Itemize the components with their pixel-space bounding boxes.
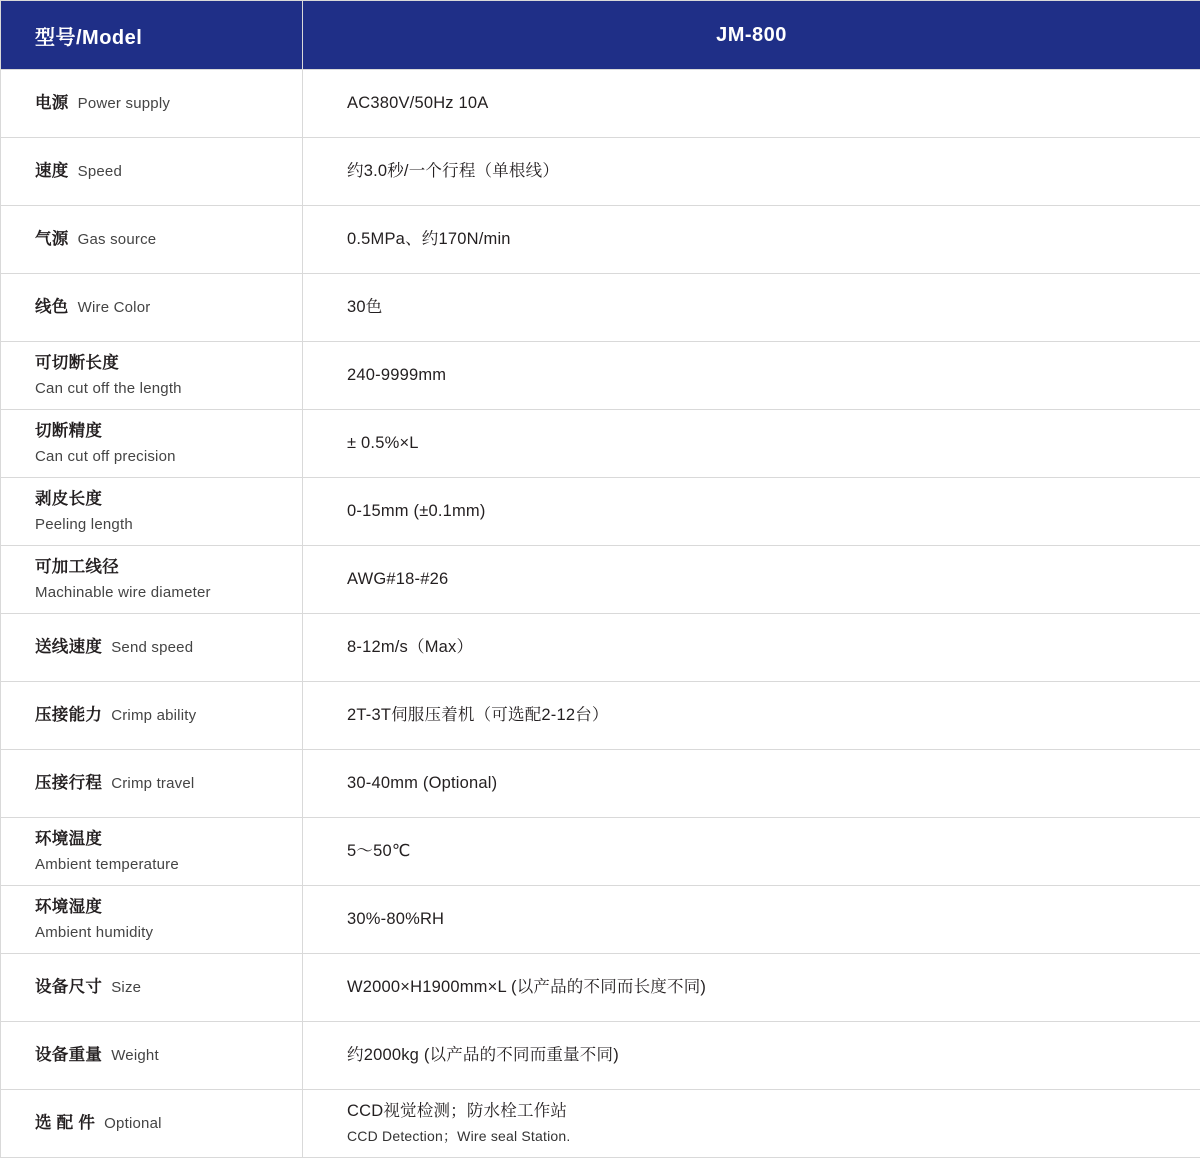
spec-label-cn: 可加工线径 <box>35 557 119 576</box>
spec-value-main: 约2000kg (以产品的不同而重量不同) <box>347 1045 619 1064</box>
spec-label-cell <box>1 274 303 342</box>
spec-label-en: Power supply <box>77 94 171 112</box>
spec-value-cell <box>303 682 1200 750</box>
spec-label-cn: 剥皮长度 <box>35 489 103 508</box>
spec-value-cell <box>303 614 1200 682</box>
spec-label-cn: 送线速度 <box>35 637 103 656</box>
spec-value-sub: CCD Detection；Wire seal Station. <box>347 1128 571 1145</box>
spec-value-cell <box>303 546 1200 614</box>
spec-value-cell <box>303 342 1200 410</box>
table-row <box>1 886 1200 954</box>
table-row <box>1 818 1200 886</box>
spec-label-cell <box>1 886 303 954</box>
spec-label-cell <box>1 818 303 886</box>
spec-value-cell <box>303 1022 1200 1090</box>
header-model-label: 型号/Model <box>1 1 303 70</box>
spec-label-cell <box>1 410 303 478</box>
spec-label-cell <box>1 614 303 682</box>
spec-value-main: AC380V/50Hz 10A <box>347 93 489 112</box>
spec-label-cell <box>1 342 303 410</box>
spec-value-main: 240-9999mm <box>347 365 447 384</box>
spec-value-cell <box>303 886 1200 954</box>
spec-value-cell <box>303 274 1200 342</box>
spec-value-cell <box>303 954 1200 1022</box>
table-row <box>1 206 1200 274</box>
spec-label-en: Can cut off the length <box>35 380 182 398</box>
spec-value-cell <box>303 1090 1200 1158</box>
spec-label-cn: 切断精度 <box>35 421 103 440</box>
spec-label-en: Ambient humidity <box>35 924 154 942</box>
spec-label-cell <box>1 138 303 206</box>
table-row <box>1 682 1200 750</box>
spec-value-cell <box>303 138 1200 206</box>
spec-value-main: 2T-3T伺服压着机（可选配2-12台） <box>347 705 609 724</box>
spec-label-cn: 电源 <box>35 93 69 112</box>
table-row <box>1 1022 1200 1090</box>
spec-value-main: 30%-80%RH <box>347 909 445 928</box>
spec-label-cell <box>1 546 303 614</box>
spec-label-cn: 可切断长度 <box>35 353 119 372</box>
table-row <box>1 954 1200 1022</box>
spec-value-main: 约3.0秒/一个行程（单根线） <box>347 161 560 180</box>
table-row <box>1 478 1200 546</box>
spec-label-en: Crimp ability <box>111 706 197 724</box>
spec-label-en: Weight <box>111 1046 159 1064</box>
table-header-row <box>1 1 1200 70</box>
table-row <box>1 138 1200 206</box>
spec-label-cell <box>1 682 303 750</box>
table-row <box>1 70 1200 138</box>
spec-label-en: Peeling length <box>35 516 133 534</box>
spec-label-cn: 线色 <box>35 297 69 316</box>
spec-label-en: Crimp travel <box>111 774 195 792</box>
spec-label-en: Ambient temperature <box>35 856 179 874</box>
table-row <box>1 410 1200 478</box>
spec-label-cell <box>1 954 303 1022</box>
spec-label-cn: 设备重量 <box>35 1045 103 1064</box>
spec-value-main: ± 0.5%×L <box>347 433 419 452</box>
spec-value-main: 5～50℃ <box>347 841 411 860</box>
spec-label-en: Optional <box>104 1114 162 1132</box>
spec-value-main: 0.5MPa、约170N/min <box>347 229 511 248</box>
spec-value-cell <box>303 478 1200 546</box>
spec-value-cell <box>303 206 1200 274</box>
spec-label-cell <box>1 478 303 546</box>
spec-value-cell <box>303 750 1200 818</box>
spec-label-en: Wire Color <box>77 298 151 316</box>
table-row <box>1 546 1200 614</box>
spec-label-cell <box>1 1090 303 1158</box>
table-row <box>1 614 1200 682</box>
spec-label-en: Speed <box>77 162 122 180</box>
header-model-value: JM-800 <box>303 1 1200 70</box>
table-row <box>1 750 1200 818</box>
spec-label-cell <box>1 750 303 818</box>
spec-value-cell <box>303 410 1200 478</box>
spec-value-main: 0-15mm (±0.1mm) <box>347 501 486 520</box>
table-header <box>1 1 1200 70</box>
spec-label-cn: 选 配 件 <box>35 1113 96 1132</box>
spec-label-cn: 速度 <box>35 161 69 180</box>
spec-value-main: 30色 <box>347 297 383 316</box>
spec-label-en: Can cut off precision <box>35 448 176 466</box>
spec-label-en: Size <box>111 978 142 996</box>
table-body <box>1 70 1200 1158</box>
spec-value-main: W2000×H1900mm×L (以产品的不同而长度不同) <box>347 977 707 996</box>
spec-label-cell <box>1 70 303 138</box>
spec-value-main: 8-12m/s（Max） <box>347 637 474 656</box>
spec-label-cn: 环境湿度 <box>35 897 103 916</box>
spec-value-main: 30-40mm (Optional) <box>347 773 498 792</box>
spec-label-cn: 设备尺寸 <box>35 977 103 996</box>
spec-label-cn: 压接能力 <box>35 705 103 724</box>
table-row <box>1 342 1200 410</box>
spec-value-main: CCD视觉检测；防水栓工作站 <box>347 1101 568 1120</box>
spec-value-cell <box>303 70 1200 138</box>
spec-value-cell <box>303 818 1200 886</box>
spec-label-cn: 气源 <box>35 229 69 248</box>
table-row <box>1 274 1200 342</box>
spec-label-en: Send speed <box>111 638 194 656</box>
spec-label-cn: 压接行程 <box>35 773 103 792</box>
spec-label-cell <box>1 206 303 274</box>
spec-label-en: Gas source <box>77 230 157 248</box>
spec-label-cell <box>1 1022 303 1090</box>
spec-value-main: AWG#18-#26 <box>347 569 449 588</box>
spec-label-en: Machinable wire diameter <box>35 584 211 602</box>
table-row <box>1 1090 1200 1158</box>
spec-label-cn: 环境温度 <box>35 829 103 848</box>
